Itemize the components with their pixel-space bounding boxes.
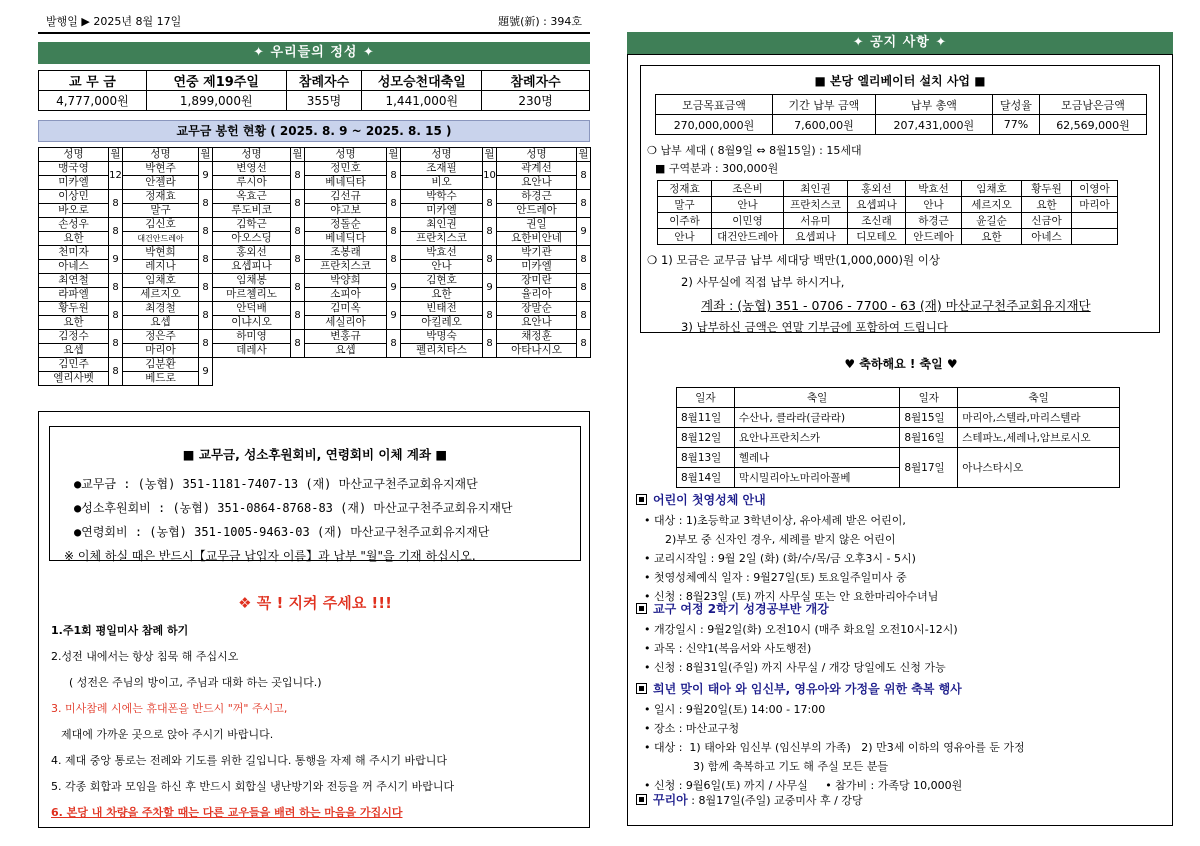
roster-name: 김현호 <box>401 274 483 288</box>
roster-name: 손성우 <box>39 218 109 232</box>
roster-baptismal-name: 요한 <box>39 316 109 330</box>
roster-months: 8 <box>577 190 591 218</box>
rule-2: 2.성전 내에서는 항상 침묵 해 주십시오 <box>51 650 239 663</box>
roster-head: 성명 <box>401 148 483 162</box>
transfer-line-2: ●성소후원회비 : (농협) 351-0864-8768-83 (재) 마산교구천주교회유지재단 <box>74 501 513 515</box>
issue-date: 발행일 ▶ 2025년 8월 17일 <box>46 15 182 28</box>
roster-months: 8 <box>199 274 213 302</box>
roster-baptismal-name: 안나 <box>401 260 483 274</box>
donor-baptismal-name: 안나 <box>906 197 962 213</box>
roster-name: 박기관 <box>497 246 577 260</box>
roster-name: 임채봉 <box>213 274 291 288</box>
roster-baptismal-name: 대건안드레아 <box>123 232 199 246</box>
roster-months: 8 <box>199 246 213 274</box>
roster-name: 홍외선 <box>213 246 291 260</box>
roster-months: 8 <box>291 246 305 274</box>
roster-months: 8 <box>199 302 213 330</box>
roster-name: 박효선 <box>401 246 483 260</box>
roster-head: 월 <box>388 148 399 160</box>
roster-months: 8 <box>483 246 497 274</box>
roster-baptismal-name: 아네스 <box>39 260 109 274</box>
offering-title-bar <box>38 42 590 64</box>
roster-baptismal-name: 미카엘 <box>497 260 577 274</box>
roster-head: 월 <box>200 148 211 160</box>
roster-months: 8 <box>199 190 213 218</box>
roster-baptismal-name: 요한 <box>401 288 483 302</box>
roster-baptismal-name: 세실리아 <box>305 316 387 330</box>
donor-baptismal-name: 요한 <box>1022 197 1072 213</box>
roster-name: 빈태전 <box>401 302 483 316</box>
donor-baptismal-name: 대건안드레아 <box>712 229 784 245</box>
roster-baptismal-name: 안드레아 <box>497 204 577 218</box>
roster-name: 조재필 <box>401 162 483 176</box>
roster-name: 하경근 <box>497 190 577 204</box>
roster-baptismal-name: 요안나 <box>497 316 577 330</box>
roster-name: 권일 <box>497 218 577 232</box>
donor-baptismal-name: 마리아 <box>1072 197 1118 213</box>
roster-baptismal-name: 루시아 <box>213 176 291 190</box>
donor-baptismal-name: 요한 <box>962 229 1022 245</box>
elevator-info-2: 2) 사무실에 직접 납부 하시거나, <box>681 275 845 289</box>
roster-baptismal-name: 엘리사벳 <box>39 372 109 386</box>
donor-baptismal-name: 말구 <box>658 197 712 213</box>
donor-baptismal-name: 안드레아 <box>906 229 962 245</box>
feast-date: 8월13일 <box>677 448 735 468</box>
roster-head: 성명 <box>305 148 387 162</box>
donor-name: 황두원 <box>1022 181 1072 197</box>
roster-months: 8 <box>577 330 591 358</box>
roster-baptismal-name: 프란치스코 <box>401 232 483 246</box>
info-box <box>38 411 590 828</box>
section-bible-study <box>636 600 1166 678</box>
roster-months: 8 <box>199 218 213 246</box>
section-first-communion <box>636 491 1166 607</box>
roster-months: 8 <box>577 162 591 190</box>
donor-name: 정재효 <box>658 181 712 197</box>
roster-months: 8 <box>483 302 497 330</box>
roster-head: 월 <box>578 148 589 160</box>
roster-baptismal-name: 요셉 <box>123 316 199 330</box>
donor-baptismal-name <box>1072 229 1118 245</box>
roster-name: 장미란 <box>497 274 577 288</box>
transfer-title: ■ 교무금, 성소후원회비, 연령회비 이체 계좌 ■ <box>182 447 448 462</box>
roster-baptismal-name: 요셉 <box>39 344 109 358</box>
elev-head-1: 기간 납부 금액 <box>773 95 876 115</box>
roster-name: 옥효근 <box>213 190 291 204</box>
elevator-period: ❍ 납부 세대 ( 8월9일 ⇔ 8월15일) : 15세대 <box>647 144 862 157</box>
roster-head: 성명 <box>497 148 577 162</box>
roster-baptismal-name: 말구 <box>123 204 199 218</box>
roster-months: 8 <box>291 162 305 190</box>
section-item: • 장소 : 마산교구청 <box>644 722 740 735</box>
roster-months: 9 <box>483 274 497 302</box>
fin-val-0: 4,777,000원 <box>39 91 147 111</box>
elevator-box <box>640 65 1160 333</box>
rule-1: 1.주1회 평일미사 참례 하기 <box>51 624 189 637</box>
roster-months: 8 <box>387 246 401 274</box>
feast-saint: 마리아,스텔라,마리스텔라 <box>958 408 1120 428</box>
elev-val-1: 7,600,00원 <box>773 115 876 135</box>
roster-baptismal-name: 이냐시오 <box>213 316 291 330</box>
roster-months: 10 <box>483 162 497 190</box>
section-item: • 교리시작일 : 9월 2일 (화) (화/수/목/금 오후3시 - 5시) <box>644 552 916 565</box>
section-item: • 개강일시 : 9월2일(화) 오전10시 (매주 화요일 오전10시-12시) <box>644 623 958 636</box>
elev-val-3: 77% <box>992 115 1039 135</box>
notice-box <box>627 54 1173 826</box>
elev-head-0: 모금목표금액 <box>656 95 773 115</box>
issue-header <box>38 14 590 34</box>
roster-table <box>38 147 591 386</box>
roster-head: 월 <box>292 148 303 160</box>
fin-head-4: 참례자수 <box>482 71 590 91</box>
roster-baptismal-name: 아킬레오 <box>401 316 483 330</box>
roster-baptismal-name: 베네딕타 <box>305 176 387 190</box>
offering-title: ✦ 우리들의 정성 ✦ <box>253 45 375 60</box>
section-title <box>636 491 1166 508</box>
roster-months: 8 <box>109 358 123 386</box>
fin-val-2: 355명 <box>286 91 362 111</box>
roster-months: 8 <box>483 330 497 358</box>
donor-table <box>657 180 1118 245</box>
feast-head-3: 축일 <box>958 388 1120 408</box>
elev-head-4: 모금남은금액 <box>1040 95 1147 115</box>
section-item: • 일시 : 9월20일(토) 14:00 - 17:00 <box>644 703 826 716</box>
donor-baptismal-name: 아네스 <box>1022 229 1072 245</box>
roster-baptismal-name: 안젤라 <box>123 176 199 190</box>
roster-name: 장말순 <box>497 302 577 316</box>
roster-months: 8 <box>483 218 497 246</box>
donor-baptismal-name: 요셉피나 <box>784 229 848 245</box>
feast-table <box>676 387 1120 488</box>
roster-baptismal-name: 율리아 <box>497 288 577 302</box>
donor-name: 이주하 <box>658 213 712 229</box>
fin-head-2: 참례자수 <box>286 71 362 91</box>
donor-name: 하경근 <box>906 213 962 229</box>
rule-5: 5. 각종 회합과 모임을 하신 후 반드시 회합실 냉난방기와 전등을 꺼 주시기 바랍니다 <box>51 780 455 793</box>
donor-name: 이영아 <box>1072 181 1118 197</box>
roster-baptismal-name: 요한비안네 <box>497 232 577 246</box>
roster-title: 교무금 봉헌 현황 ( 2025. 8. 9 ~ 2025. 8. 15 ) <box>38 120 590 142</box>
donor-name: 신금아 <box>1022 213 1072 229</box>
feast-date: 8월14일 <box>677 468 735 488</box>
roster-baptismal-name: 루도비코 <box>213 204 291 218</box>
feast-date: 8월11일 <box>677 408 735 428</box>
section-item: • 신청 : 8월31일(주일) 까지 사무실 / 개강 당일에도 신청 가능 <box>644 661 946 674</box>
roster-months: 8 <box>483 190 497 218</box>
feast-saint: 요안나프란치스카 <box>734 428 899 448</box>
rules-list <box>51 622 581 830</box>
section-item: 3) 함께 축복하고 기도 해 주실 모든 분들 <box>644 760 889 773</box>
roster-name: 맹국영 <box>39 162 109 176</box>
roster-months: 8 <box>109 302 123 330</box>
elevator-info-1: ❍ 1) 모금은 교무금 납부 세대당 백만(1,000,000)원 이상 <box>647 253 940 267</box>
donor-name: 최인권 <box>784 181 848 197</box>
roster-baptismal-name: 베드로 <box>123 372 199 386</box>
roster-months: 9 <box>387 302 401 330</box>
transfer-line-1: ●교무금 : (농협) 351-1181-7407-13 (재) 마산교구천주교회유지재단 <box>74 477 478 491</box>
donor-baptismal-name: 디모테오 <box>848 229 906 245</box>
section-title-text: 교구 여정 2학기 성경공부반 개강 <box>653 602 829 616</box>
roster-head: 성명 <box>39 148 109 162</box>
feast-saint: 수산나, 클라라(글라라) <box>734 408 899 428</box>
roster-months: 8 <box>577 302 591 330</box>
section-title <box>636 680 1166 697</box>
feast-saint: 스테파노,세레나,암브로시오 <box>958 428 1120 448</box>
roster-name: 박학수 <box>401 190 483 204</box>
rule-2-sub: ( 성전은 주님의 방이고, 주님과 대화 하는 곳입니다.) <box>69 676 322 689</box>
roster-head: 월 <box>484 148 495 160</box>
donor-name: 윤길순 <box>962 213 1022 229</box>
transfer-note: ※ 이체 하실 때은 반드시【교무금 납입자 이름】과 납부 "월"을 기재 하십시오. <box>64 549 476 563</box>
roster-name: 천미자 <box>39 246 109 260</box>
feast-saint: 헬레나 <box>734 448 899 468</box>
roster-months: 9 <box>199 162 213 190</box>
elevator-lot: ■ 구역분과 : 300,000원 <box>655 162 779 175</box>
roster-baptismal-name: 요안나 <box>497 176 577 190</box>
roster-name: 김민주 <box>39 358 109 372</box>
roster-name: 임채호 <box>123 274 199 288</box>
square-bullet-icon <box>636 494 647 505</box>
section-item: • 첫영성체예식 일자 : 9월27일(토) 토요일주일미사 중 <box>644 571 907 584</box>
roster-months: 9 <box>577 218 591 246</box>
roster-months: 9 <box>387 274 401 302</box>
roster-months: 8 <box>387 190 401 218</box>
roster-baptismal-name: 아타나시오 <box>497 344 577 358</box>
section-blessing <box>636 680 1166 796</box>
donor-name: 이민영 <box>712 213 784 229</box>
section-title <box>636 600 1166 617</box>
donor-name: 조신래 <box>848 213 906 229</box>
donor-baptismal-name: 프란치스코 <box>784 197 848 213</box>
roster-name: 변홍규 <box>305 330 387 344</box>
fin-val-3: 1,441,000원 <box>362 91 482 111</box>
roster-months: 8 <box>291 274 305 302</box>
roster-name: 곽계선 <box>497 162 577 176</box>
section-item: • 신청 : 9월6일(토) 까지 / 사무실 • 참가비 : 가족당 10,000원 <box>644 779 963 792</box>
roster-name: 최연철 <box>39 274 109 288</box>
roster-months: 8 <box>387 330 401 358</box>
roster-baptismal-name: 요셉피나 <box>213 260 291 274</box>
donor-baptismal-name: 안나 <box>658 229 712 245</box>
notice-title-bar <box>627 32 1173 54</box>
donor-baptismal-name: 안나 <box>712 197 784 213</box>
roster-baptismal-name: 아오스딩 <box>213 232 291 246</box>
fin-val-4: 230명 <box>482 91 590 111</box>
roster-baptismal-name: 베네딕다 <box>305 232 387 246</box>
square-bullet-icon <box>636 683 647 694</box>
roster-baptismal-name: 세르지오 <box>123 288 199 302</box>
roster-baptismal-name: 비오 <box>401 176 483 190</box>
roster-name: 김학근 <box>213 218 291 232</box>
roster-baptismal-name: 마리아 <box>123 344 199 358</box>
feast-date: 8월12일 <box>677 428 735 448</box>
elev-val-4: 62,569,000원 <box>1040 115 1147 135</box>
elevator-account: 계좌 : (농협) 351 - 0706 - 7700 - 63 (재) 마산교구천주교회유지재단 <box>701 298 1091 313</box>
feast-head-2: 일자 <box>900 388 958 408</box>
roster-name: 최경철 <box>123 302 199 316</box>
roster-months: 9 <box>109 246 123 274</box>
section-item: • 과목 : 신약1(복음서와 사도행전) <box>644 642 812 655</box>
issue-number: 題號(新) : 394호 <box>498 15 582 28</box>
donor-name <box>1072 213 1118 229</box>
roster-baptismal-name: 미카엘 <box>39 176 109 190</box>
roster-months: 8 <box>291 302 305 330</box>
roster-months: 8 <box>577 274 591 302</box>
donor-name: 조은비 <box>712 181 784 197</box>
roster-name: 하미영 <box>213 330 291 344</box>
offering-table <box>38 70 590 111</box>
roster-baptismal-name: 레지나 <box>123 260 199 274</box>
rule-4: 4. 제대 중앙 통로는 전례와 기도를 위한 길입니다. 통행을 자제 해 주시기 바랍니다 <box>51 754 447 767</box>
roster-name: 김정수 <box>39 330 109 344</box>
elev-val-0: 270,000,000원 <box>656 115 773 135</box>
roster-name: 정돌순 <box>305 218 387 232</box>
fin-head-3: 성모승천대축일 <box>362 71 482 91</box>
roster-name: 김선규 <box>305 190 387 204</box>
elev-head-3: 달성율 <box>992 95 1039 115</box>
roster-name: 박명숙 <box>401 330 483 344</box>
roster-baptismal-name: 야고보 <box>305 204 387 218</box>
roster-baptismal-name: 요한 <box>39 232 109 246</box>
elevator-title: ■ 본당 엘리베이터 설치 사업 ■ <box>814 74 986 88</box>
square-bullet-icon <box>636 603 647 614</box>
roster-months: 8 <box>109 274 123 302</box>
roster-months: 8 <box>387 218 401 246</box>
roster-name: 박현희 <box>123 246 199 260</box>
elev-head-2: 납부 총액 <box>875 95 992 115</box>
roster-months: 12 <box>109 162 123 190</box>
section-title-text: 꾸리아 <box>653 793 688 807</box>
transfer-line-3: ●연령회비 : (농협) 351-1005-9463-03 (재) 마산교구천주교회유지재단 <box>74 525 490 539</box>
roster-name: 박양희 <box>305 274 387 288</box>
donor-name: 임채호 <box>962 181 1022 197</box>
feast-title: ♥ 축하해요 ! 축일 ♥ <box>844 357 958 371</box>
roster-baptismal-name: 바오로 <box>39 204 109 218</box>
rule-3: 3. 미사참례 시에는 휴대폰을 반드시 "꺼" 주시고, <box>51 702 288 715</box>
roster-months: 8 <box>291 330 305 358</box>
rule-3-sub: 제대에 가까운 곳으로 앉아 주시기 바랍니다. <box>61 728 274 741</box>
roster-months: 8 <box>291 190 305 218</box>
roster-months: 8 <box>291 218 305 246</box>
donor-name: 서유미 <box>784 213 848 229</box>
roster-name: 최인권 <box>401 218 483 232</box>
fin-val-1: 1,899,000원 <box>146 91 286 111</box>
section-tail: : 8월17일(주일) 교중미사 후 / 강당 <box>687 794 863 807</box>
roster-name: 안덕배 <box>213 302 291 316</box>
roster-months: 8 <box>199 330 213 358</box>
transfer-box <box>49 426 581 561</box>
elev-val-2: 207,431,000원 <box>875 115 992 135</box>
roster-name: 박현주 <box>123 162 199 176</box>
roster-months: 8 <box>387 162 401 190</box>
roster-months: 9 <box>199 358 213 386</box>
roster-months: 8 <box>109 218 123 246</box>
roster-baptismal-name: 마르첼리노 <box>213 288 291 302</box>
roster-name: 정재효 <box>123 190 199 204</box>
roster-name: 김미옥 <box>305 302 387 316</box>
roster-name: 김분환 <box>123 358 199 372</box>
feast-head-1: 축일 <box>734 388 899 408</box>
donor-name: 박효선 <box>906 181 962 197</box>
donor-name: 홍외선 <box>848 181 906 197</box>
keep-title: ❖ 꼭 ! 지켜 주세요 !!! <box>238 594 392 612</box>
section-title-text: 어린이 첫영성체 안내 <box>653 493 766 507</box>
roster-baptismal-name: 라파엘 <box>39 288 109 302</box>
donor-baptismal-name: 세르지오 <box>962 197 1022 213</box>
roster-baptismal-name: 미카엘 <box>401 204 483 218</box>
roster-name: 이상민 <box>39 190 109 204</box>
roster-name: 황두원 <box>39 302 109 316</box>
roster-name: 정민호 <box>305 162 387 176</box>
section-title <box>636 791 1166 808</box>
roster-head: 월 <box>110 148 121 160</box>
section-item: • 신청 : 8월23일 (토) 까지 사무실 또는 안 요한마리아수녀님 <box>644 590 939 603</box>
roster-name: 변영선 <box>213 162 291 176</box>
roster-head: 성명 <box>213 148 291 162</box>
roster-name: 조봉래 <box>305 246 387 260</box>
fin-head-0: 교 무 금 <box>39 71 147 91</box>
roster-baptismal-name: 데레사 <box>213 344 291 358</box>
feast-date: 8월16일 <box>900 428 958 448</box>
roster-baptismal-name: 프란치스코 <box>305 260 387 274</box>
section-item: • 대상 : 1)초등학교 3학년이상, 유아세례 받은 어린이, <box>644 514 906 527</box>
elevator-info-3: 3) 납부하신 금액은 연말 기부금에 포함하여 드립니다 <box>681 320 949 334</box>
feast-saint: 막시밀리아노마리아꼴베 <box>734 468 899 488</box>
roster-baptismal-name: 소피아 <box>305 288 387 302</box>
feast-date: 8월17일 <box>900 448 958 488</box>
section-item: • 대상 : 1) 태아와 임신부 (임신부의 가족) 2) 만3세 이하의 영유아를 둔 가정 <box>644 741 1025 754</box>
roster-months: 8 <box>577 246 591 274</box>
notice-title: ✦ 공지 사항 ✦ <box>852 35 948 50</box>
feast-saint: 아나스타시오 <box>958 448 1120 488</box>
fin-head-1: 연중 제19주일 <box>146 71 286 91</box>
roster-name: 채정훈 <box>497 330 577 344</box>
square-bullet-icon <box>636 794 647 805</box>
roster-months: 8 <box>109 330 123 358</box>
roster-baptismal-name: 요셉 <box>305 344 387 358</box>
roster-head: 성명 <box>123 148 199 162</box>
feast-date: 8월15일 <box>900 408 958 428</box>
roster-name: 정은주 <box>123 330 199 344</box>
section-title-text: 희년 맞이 태아 와 임신부, 영유아와 가정을 위한 축복 행사 <box>653 682 962 696</box>
roster-name: 김신호 <box>123 218 199 232</box>
roster-months: 8 <box>109 190 123 218</box>
section-curia <box>636 791 1166 812</box>
elevator-table <box>655 94 1147 135</box>
donor-baptismal-name: 요셉피나 <box>848 197 906 213</box>
feast-head-0: 일자 <box>677 388 735 408</box>
section-item: 2)부모 중 신자인 경우, 세례를 받지 않은 어린이 <box>644 533 896 546</box>
roster-baptismal-name: 펠리치타스 <box>401 344 483 358</box>
rule-6: 6. 본당 내 차량을 주차할 때는 다른 교우들을 배려 하는 마음을 가집시다 <box>51 806 403 819</box>
